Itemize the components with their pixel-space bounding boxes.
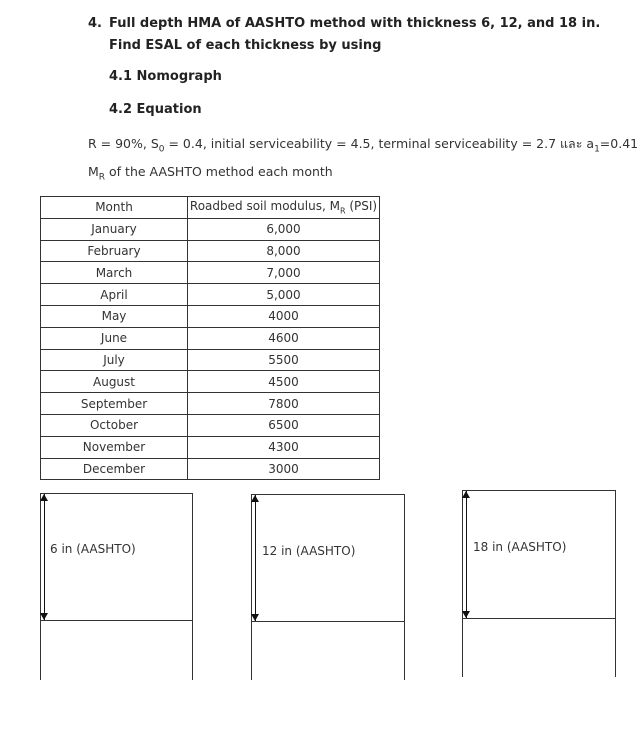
header-modulus: Roadbed soil modulus, $M_R$ (PSI): [188, 197, 380, 219]
cell-month: December: [41, 458, 188, 480]
cell-month: June: [41, 327, 188, 349]
table-row: [41, 458, 380, 480]
cell-month: May: [41, 305, 188, 327]
cell-modulus: 8,000: [188, 240, 380, 262]
question-heading: [88, 13, 618, 57]
thickness-arrow-icon: [44, 494, 45, 620]
cell-modulus: 5500: [188, 349, 380, 371]
cell-month: September: [41, 393, 188, 415]
layer-boundary-line: [252, 621, 404, 622]
cell-month: August: [41, 371, 188, 393]
table-row: [41, 436, 380, 458]
table-row: [41, 218, 380, 240]
question-text: Full depth HMA of AASHTO method with thickness 6, 12, and 18 in. Find ESAL of each thickness by using: [109, 16, 601, 53]
thickness-arrow-icon: [255, 495, 256, 621]
cell-modulus: 6,000: [188, 218, 380, 240]
table-row: [41, 305, 380, 327]
mr-description-line: $M_R$ of the AASHTO method each month: [88, 163, 333, 182]
cell-month: October: [41, 414, 188, 436]
cell-modulus: 4300: [188, 436, 380, 458]
table-row: [41, 327, 380, 349]
cell-modulus: 7,000: [188, 262, 380, 284]
cell-modulus: 4000: [188, 305, 380, 327]
cell-month: January: [41, 218, 188, 240]
cell-modulus: 6500: [188, 414, 380, 436]
parameters-line: R = 90%, $S_0 = 0.4$, initial serviceability = 4.5, terminal serviceability = 2.7 และ $a_1=0.41$: [88, 136, 639, 155]
cell-modulus: 5,000: [188, 284, 380, 306]
question-number: 4.: [88, 16, 102, 31]
pavement-diagram-12in: [251, 494, 405, 680]
cell-month: March: [41, 262, 188, 284]
cell-modulus: 3000: [188, 458, 380, 480]
pavement-diagram-6in: [40, 493, 193, 680]
cell-month: November: [41, 436, 188, 458]
sub-item-nomograph: 4.1 Nomograph: [109, 69, 222, 84]
parameters-block: [88, 133, 639, 188]
table-row: [41, 371, 380, 393]
cell-month: February: [41, 240, 188, 262]
sub-item-equation: 4.2 Equation: [109, 102, 202, 117]
thickness-label: 12 in (AASHTO): [262, 544, 356, 558]
thickness-label: 6 in (AASHTO): [50, 542, 136, 556]
table-row: [41, 414, 380, 436]
cell-modulus: 4500: [188, 371, 380, 393]
cell-month: July: [41, 349, 188, 371]
pavement-diagram-18in: [462, 490, 616, 677]
table-row: [41, 284, 380, 306]
layer-boundary-line: [41, 620, 192, 621]
table-row: [41, 262, 380, 284]
table-row: [41, 349, 380, 371]
header-month: Month: [41, 197, 188, 219]
cell-month: April: [41, 284, 188, 306]
layer-boundary-line: [463, 618, 615, 619]
table-header-row: [41, 197, 380, 219]
thickness-label: 18 in (AASHTO): [473, 540, 567, 554]
table-row: [41, 240, 380, 262]
cell-modulus: 7800: [188, 393, 380, 415]
thickness-arrow-icon: [466, 491, 467, 618]
table-row: [41, 393, 380, 415]
cell-modulus: 4600: [188, 327, 380, 349]
monthly-modulus-table: [40, 196, 380, 480]
